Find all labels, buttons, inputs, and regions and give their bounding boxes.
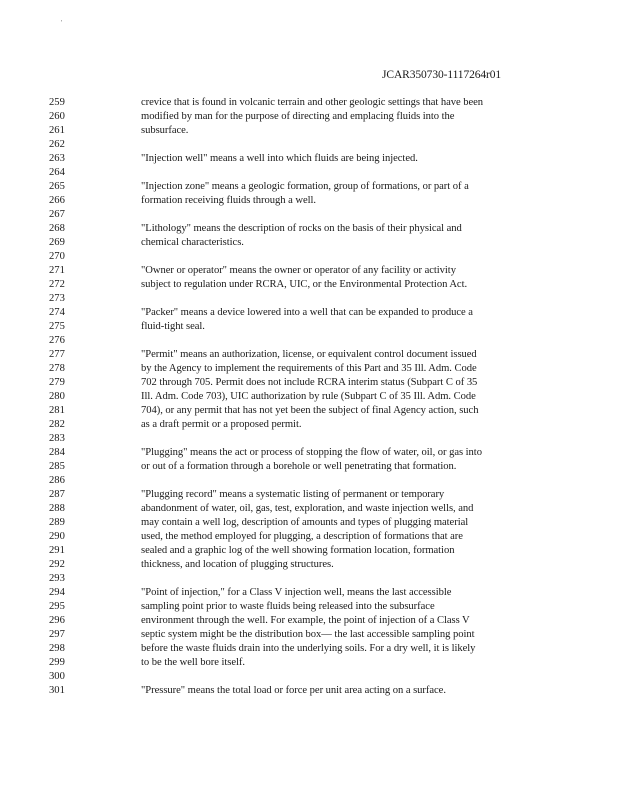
line-number: 291 — [49, 545, 65, 556]
document-line — [0, 572, 618, 586]
document-line — [0, 208, 618, 222]
document-line — [0, 432, 618, 446]
line-text: before the waste fluids drain into the underlying soils. For a dry well, it is likely — [141, 643, 476, 654]
document-line — [0, 348, 618, 362]
document-line — [0, 488, 618, 502]
line-text: thickness, and location of plugging structures. — [141, 559, 334, 570]
line-number: 296 — [49, 615, 65, 626]
line-number: 260 — [49, 111, 65, 122]
line-text: abandonment of water, oil, gas, test, exploration, and waste injection wells, and — [141, 503, 474, 514]
line-number: 293 — [49, 573, 65, 584]
document-line — [0, 684, 618, 698]
line-number: 289 — [49, 517, 65, 528]
line-text: "Pressure" means the total load or force per unit area acting on a surface. — [141, 685, 446, 696]
document-line — [0, 418, 618, 432]
line-number: 280 — [49, 391, 65, 402]
document-line — [0, 334, 618, 348]
document-line — [0, 278, 618, 292]
line-number: 290 — [49, 531, 65, 542]
line-number: 282 — [49, 419, 65, 430]
document-line — [0, 390, 618, 404]
line-text: or out of a formation through a borehole or well penetrating that formation. — [141, 461, 457, 472]
line-number: 281 — [49, 405, 65, 416]
line-number: 265 — [49, 181, 65, 192]
document-line — [0, 600, 618, 614]
line-text: "Plugging" means the act or process of stopping the flow of water, oil, or gas into — [141, 447, 482, 458]
document-line — [0, 530, 618, 544]
line-text: subject to regulation under RCRA, UIC, or the Environmental Protection Act. — [141, 279, 468, 290]
line-number: 297 — [49, 629, 65, 640]
line-number: 274 — [49, 307, 65, 318]
document-line — [0, 376, 618, 390]
line-number: 284 — [49, 447, 65, 458]
document-line — [0, 670, 618, 684]
line-number: 300 — [49, 671, 65, 682]
line-text: by the Agency to implement the requirements of this Part and 35 Ill. Adm. Code — [141, 363, 477, 374]
line-text: subsurface. — [141, 125, 189, 136]
line-text: "Owner or operator" means the owner or operator of any facility or activity — [141, 265, 456, 276]
document-line — [0, 586, 618, 600]
document-line — [0, 152, 618, 166]
line-text: 704), or any permit that has not yet been the subject of final Agency action, such — [141, 405, 479, 416]
document-line — [0, 474, 618, 488]
document-line — [0, 110, 618, 124]
line-text: formation receiving fluids through a well. — [141, 195, 317, 206]
document-line — [0, 194, 618, 208]
document-line — [0, 628, 618, 642]
line-number: 272 — [49, 279, 65, 290]
document-line — [0, 180, 618, 194]
line-number: 275 — [49, 321, 65, 332]
document-line — [0, 166, 618, 180]
line-text: environment through the well. For example, the point of injection of a Class V — [141, 615, 470, 626]
line-text: crevice that is found in volcanic terrain and other geologic settings that have been — [141, 97, 484, 108]
line-number: 277 — [49, 349, 65, 360]
line-text: "Injection zone" means a geologic formation, group of formations, or part of a — [141, 181, 469, 192]
document-line — [0, 656, 618, 670]
line-number: 285 — [49, 461, 65, 472]
line-number: 283 — [49, 433, 65, 444]
line-number: 261 — [49, 125, 65, 136]
document-line — [0, 558, 618, 572]
line-number: 295 — [49, 601, 65, 612]
line-text: Ill. Adm. Code 703), UIC authorization by rule (Subpart C of 35 Ill. Adm. Code — [141, 391, 476, 402]
document-line — [0, 222, 618, 236]
line-text: "Plugging record" means a systematic listing of permanent or temporary — [141, 489, 445, 500]
line-text: fluid-tight seal. — [141, 321, 205, 332]
document-line — [0, 96, 618, 110]
line-number: 271 — [49, 265, 65, 276]
document-line — [0, 236, 618, 250]
line-text: septic system might be the distribution box— the last accessible sampling point — [141, 629, 475, 640]
page-mark: ' — [61, 19, 63, 27]
document-line — [0, 502, 618, 516]
document-line — [0, 362, 618, 376]
line-text: "Permit" means an authorization, license, or equivalent control document issued — [141, 349, 477, 360]
line-number: 294 — [49, 587, 65, 598]
line-number: 262 — [49, 139, 65, 150]
document-line — [0, 460, 618, 474]
document-line — [0, 642, 618, 656]
line-text: 702 through 705. Permit does not include RCRA interim status (Subpart C of 35 — [141, 377, 478, 388]
line-number: 259 — [49, 97, 65, 108]
line-text: used, the method employed for plugging, a description of formations that are — [141, 531, 463, 542]
document-line — [0, 264, 618, 278]
document-line — [0, 138, 618, 152]
line-number: 288 — [49, 503, 65, 514]
line-text: as a draft permit or a proposed permit. — [141, 419, 302, 430]
line-text: "Lithology" means the description of rocks on the basis of their physical and — [141, 223, 462, 234]
line-text: to be the well bore itself. — [141, 657, 245, 668]
line-number: 263 — [49, 153, 65, 164]
line-number: 298 — [49, 643, 65, 654]
line-number: 264 — [49, 167, 65, 178]
line-number: 287 — [49, 489, 65, 500]
line-number: 266 — [49, 195, 65, 206]
document-id: JCAR350730-1117264r01 — [382, 69, 502, 81]
line-number: 276 — [49, 335, 65, 346]
line-text: chemical characteristics. — [141, 237, 244, 248]
line-text: sampling point prior to waste fluids being released into the subsurface — [141, 601, 435, 612]
line-text: "Point of injection," for a Class V injection well, means the last accessible — [141, 587, 452, 598]
document-line — [0, 306, 618, 320]
document-line — [0, 446, 618, 460]
line-text: sealed and a graphic log of the well showing formation location, formation — [141, 545, 455, 556]
line-number: 279 — [49, 377, 65, 388]
line-number: 292 — [49, 559, 65, 570]
document-line — [0, 320, 618, 334]
line-text: "Injection well" means a well into which fluids are being injected. — [141, 153, 418, 164]
line-number: 269 — [49, 237, 65, 248]
line-number: 268 — [49, 223, 65, 234]
line-number: 267 — [49, 209, 65, 220]
document-line — [0, 404, 618, 418]
document-line — [0, 124, 618, 138]
document-line — [0, 614, 618, 628]
document-line — [0, 250, 618, 264]
line-number: 270 — [49, 251, 65, 262]
line-text: "Packer" means a device lowered into a well that can be expanded to produce a — [141, 307, 473, 318]
line-number: 286 — [49, 475, 65, 486]
document-line — [0, 516, 618, 530]
line-number: 301 — [49, 685, 65, 696]
line-number: 273 — [49, 293, 65, 304]
document-line — [0, 544, 618, 558]
line-number: 299 — [49, 657, 65, 668]
line-text: may contain a well log, description of amounts and types of plugging material — [141, 517, 469, 528]
document-line — [0, 292, 618, 306]
line-number: 278 — [49, 363, 65, 374]
line-text: modified by man for the purpose of directing and emplacing fluids into the — [141, 111, 455, 122]
